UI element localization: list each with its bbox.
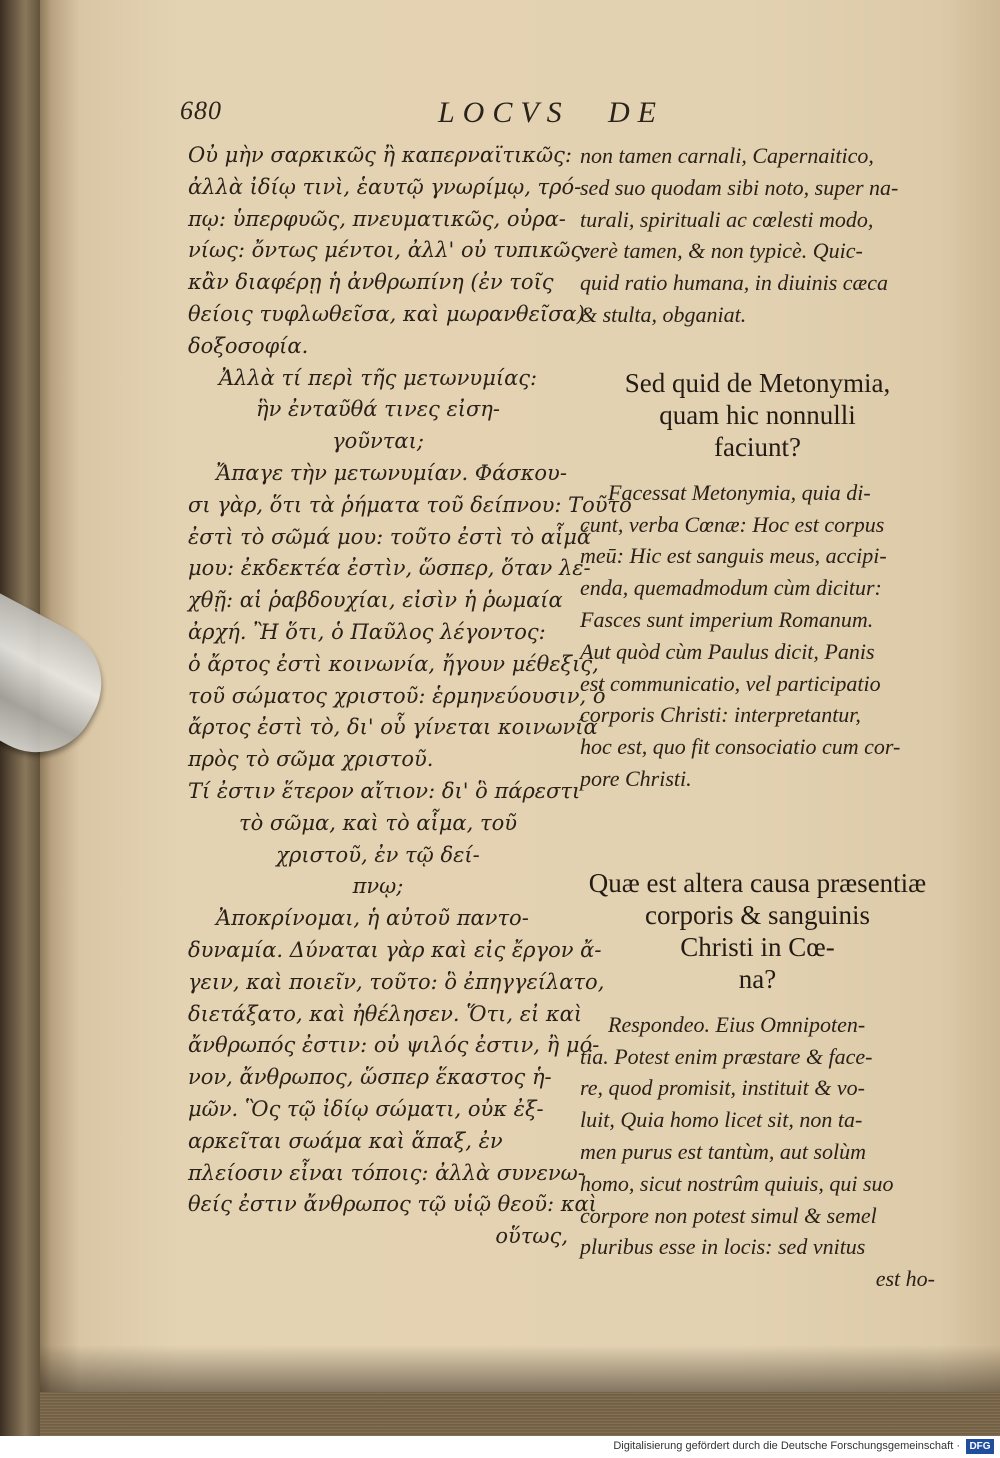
- running-head-word-locus: LOCVS: [438, 96, 570, 129]
- text-line: διετάξατο, καὶ ἠθέλησεν. Ὅτι, εἰ καὶ: [188, 1001, 583, 1026]
- text-line: & stulta, obganiat.: [580, 301, 747, 327]
- greek-column: [188, 140, 632, 1253]
- text-line: luit, Quia homo licet sit, non ta-: [580, 1107, 863, 1133]
- text-line: corporis Christi: interpretantur,: [580, 702, 861, 728]
- page-number: 680: [180, 96, 222, 125]
- text-line: turali, spirituali ac cœlesti modo,: [580, 206, 874, 232]
- text-line: πλείοσιν εἶναι τόποις: ἀλλὰ συνενω-: [188, 1160, 585, 1185]
- text-line: pore Christi.: [580, 765, 692, 791]
- text-line: meū: Hic est sanguis meus, accipi-: [580, 543, 887, 569]
- text-line: Fasces sunt imperium Romanum.: [580, 606, 874, 632]
- text-line: Facessat Metonymia, quia di-: [608, 479, 871, 505]
- text-line: πῳ: ὑπερφυῶς, πνευματικῶς, οὐρα-: [188, 206, 566, 231]
- text-line: enda, quemadmodum cùm dicitur:: [580, 575, 882, 601]
- text-line: verè tamen, & non typicè. Quic-: [580, 238, 863, 264]
- catchword: οὕτως,: [495, 1224, 568, 1249]
- question-line: Quæ est altera causa præsentiæ: [588, 867, 927, 898]
- text-line: θείοις τυφλωθεῖσα, καὶ μωρανθεῖσα): [188, 301, 585, 326]
- greek-question-1: [188, 363, 568, 458]
- question-line: ἣν ἐνταῦθά τινες εἰση-: [256, 397, 500, 422]
- page-stack-edges: [40, 1392, 1000, 1436]
- text-line: τοῦ σώματος χριστοῦ: ἑρμηνεύουσιν, ὁ: [188, 683, 606, 708]
- text-line: πρὸς τὸ σῶμα χριστοῦ.: [188, 747, 434, 772]
- text-line: corpore non potest simul & semel: [580, 1202, 877, 1228]
- running-head: [180, 96, 880, 136]
- dfg-logo: DFG: [966, 1439, 994, 1454]
- question-line: γοῦνται;: [332, 429, 424, 454]
- question-line: χριστοῦ, ἐν τῷ δεί-: [276, 842, 480, 867]
- text-line: σι γὰρ, ὅτι τὰ ῥήματα τοῦ δείπνου: Τοῦτο: [188, 492, 632, 517]
- greek-question-2: [188, 776, 581, 903]
- text-line: quid ratio humana, in diuinis cæca: [580, 270, 888, 296]
- greek-paragraph-3: [188, 903, 605, 1253]
- greek-paragraph-2: [188, 458, 632, 776]
- text-line: re, quod promisit, instituit & vo-: [580, 1075, 865, 1101]
- text-line: Οὐ μὴν σαρκικῶς ἢ καπερναϊτικῶς:: [188, 143, 572, 167]
- question-line: πνῳ;: [352, 874, 404, 899]
- question-line: na?: [738, 963, 777, 994]
- text-line: νον, ἄνθρωπος, ὥσπερ ἕκαστος ἡ-: [188, 1065, 552, 1090]
- text-line: hoc est, quo fit consociatio cum cor-: [580, 734, 901, 760]
- text-line: ἀρχή. Ἢ ὅτι, ὁ Παῦλος λέγοντος:: [188, 619, 546, 644]
- text-line: Aut quòd cùm Paulus dicit, Panis: [580, 638, 875, 664]
- question-line: Christi in Cœ-: [680, 931, 835, 962]
- text-line: νίως: ὄντως μέντοι, ἀλλ' οὐ τυπικῶς:: [188, 238, 590, 263]
- text-line: ἄρτος ἐστὶ τὸ, δι' οὗ γίνεται κοινωνία: [188, 715, 598, 740]
- text-line: ἄνθρωπός ἐστιν: οὐ ψιλός ἐστιν, ἢ μό-: [188, 1033, 600, 1058]
- text-line: ἀλλὰ ἰδίῳ τινὶ, ἑαυτῷ γνωρίμῳ, τρό-: [188, 174, 582, 199]
- question-line: τὸ σῶμα, καὶ τὸ αἷμα, τοῦ: [239, 810, 517, 835]
- latin-paragraph-1: [580, 140, 935, 331]
- text-line: ὁ ἄρτος ἐστὶ κοινωνία, ἤγουν μέθεξις,: [188, 651, 599, 676]
- text-line: Respondeo. Eius Omnipoten-: [608, 1011, 866, 1037]
- text-line: ἐστὶ τὸ σῶμά μου: τοῦτο ἐστὶ τὸ αἷμά: [188, 524, 592, 549]
- text-line: αρκεῖται σωάμα καὶ ἅπαξ, ἐν: [188, 1128, 503, 1153]
- text-line: γειν, καὶ ποιεῖν, τοῦτο: ὃ ἐπηγγείλατο,: [188, 969, 605, 994]
- text-line: est communicatio, vel participatio: [580, 670, 881, 696]
- text-line: pluribus esse in locis: sed vnitus: [580, 1234, 866, 1260]
- funding-credit: Digitalisierung gefördert durch die Deutsche Forschungsgemeinschaft ·: [613, 1440, 960, 1452]
- text-line: homo, sicut nostrûm quiuis, qui suo: [580, 1170, 894, 1196]
- question-line: Τί ἐστιν ἕτερον αἴτιον: δι' ὃ πάρεστι: [188, 778, 581, 803]
- latin-paragraph-3: [580, 1009, 935, 1295]
- question-line: corporis & sanguinis: [645, 899, 870, 930]
- latin-question-2: [580, 867, 935, 995]
- text-line: tia. Potest enim præstare & face-: [580, 1043, 873, 1069]
- greek-paragraph-1: [188, 140, 590, 363]
- text-line: men purus est tantùm, aut solùm: [580, 1138, 866, 1164]
- text-line: δυναμία. Δύναται γὰρ καὶ εἰς ἔργον ἄ-: [188, 937, 602, 962]
- running-head-word-de: DE: [608, 96, 664, 129]
- latin-question-1: [580, 367, 935, 463]
- latin-paragraph-2: [580, 477, 935, 795]
- catchword: est ho-: [875, 1266, 935, 1292]
- question-line: Sed quid de Metonymia,: [624, 367, 891, 398]
- text-line: sed suo quodam sibi noto, super na-: [580, 174, 899, 200]
- question-line: quam hic nonnulli: [659, 399, 856, 430]
- text-line: Ἀποκρίνομαι, ἡ αὐτοῦ παντο-: [216, 906, 529, 931]
- text-line: cunt, verba Cœnæ: Hoc est corpus: [580, 511, 885, 537]
- text-line: μου: ἐκδεκτέα ἐστὶν, ὥσπερ, ὅταν λε-: [188, 556, 591, 581]
- text-line: θείς ἐστιν ἄνθρωπος τῷ υἱῷ θεοῦ: καὶ: [188, 1192, 597, 1217]
- question-line: Ἀλλὰ τί περὶ τῆς μετωνυμίας:: [218, 365, 538, 390]
- text-line: Ἄπαγε τὴν μετωνυμίαν. Φάσκου-: [216, 460, 567, 485]
- text-line: κἂν διαφέρῃ ἡ ἀνθρωπίνη (ἐν τοῖς: [188, 270, 554, 295]
- text-line: μῶν. Ὃς τῷ ἰδίῳ σώματι, οὐκ ἐξ-: [188, 1096, 544, 1121]
- text-line: δοξοσοφία.: [188, 333, 309, 358]
- question-line: faciunt?: [714, 431, 801, 462]
- latin-column: [580, 140, 935, 1295]
- text-line: non tamen carnali, Capernaitico,: [580, 143, 874, 168]
- footer-bar: [0, 1436, 1000, 1458]
- text-line: χθῇ: αἱ ῥαβδουχίαι, εἰσὶν ἡ ῥωμαία: [188, 588, 563, 613]
